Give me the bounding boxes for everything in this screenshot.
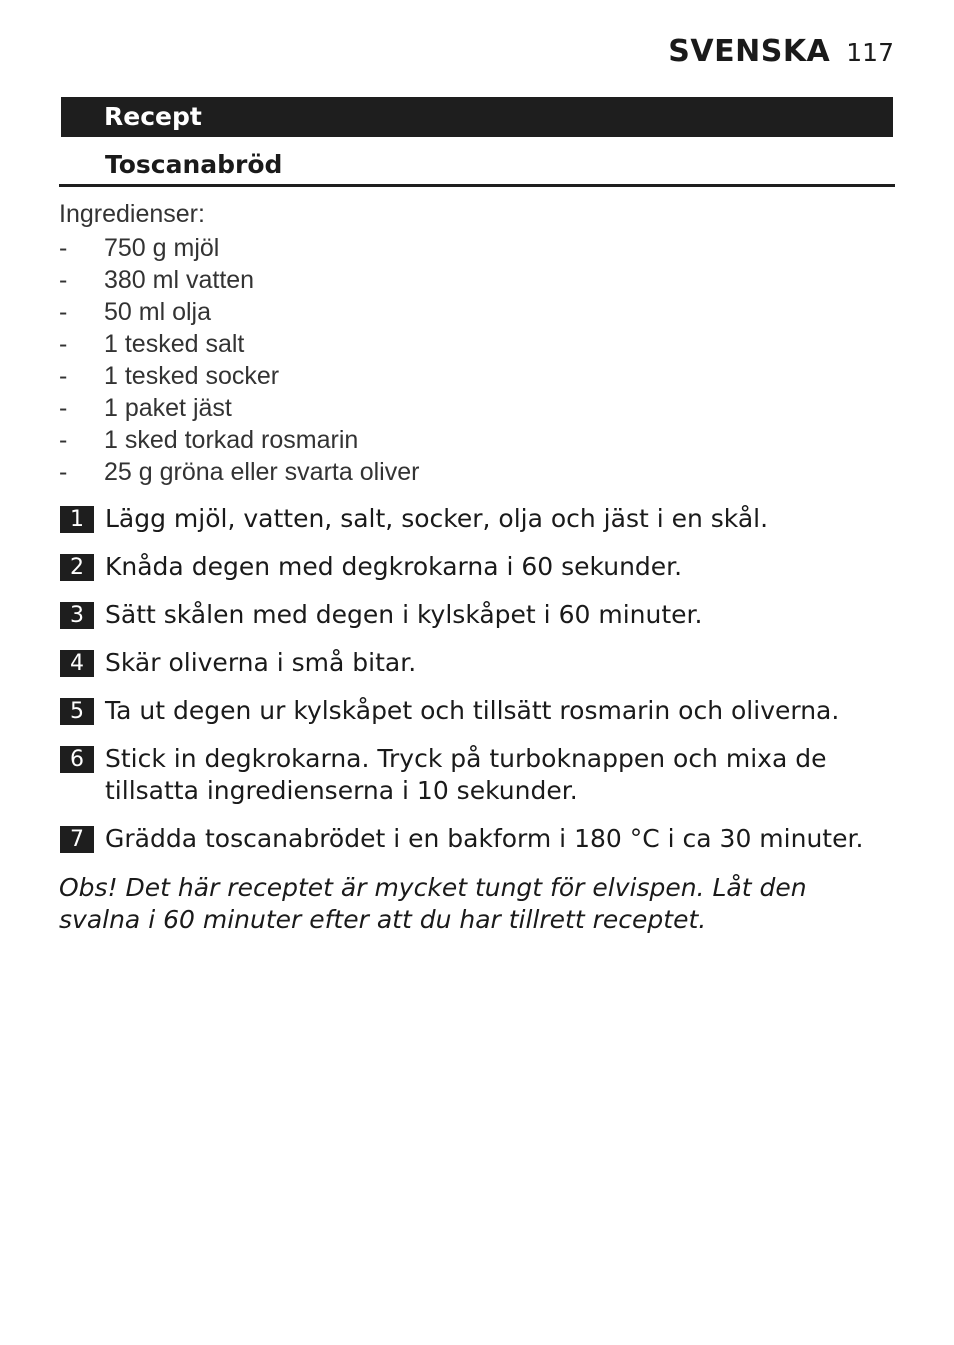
ingredient-item: - 50 ml olja [59,298,211,326]
step-text: Stick in degkrokarna. Tryck på turboknappen och mixa de tillsatta ingredienserna i 10 sekunder. [105,744,827,805]
ingredient-item: - 1 tesked socker [59,362,280,390]
step-number-badge: 7 [60,826,94,853]
step-number-badge: 1 [60,506,94,533]
page-number: 117 [846,38,894,67]
ingredient-item: - 25 g gröna eller svarta oliver [59,458,420,486]
step-number-badge: 2 [60,554,94,581]
step-number-badge: 4 [60,650,94,677]
step-text: Sätt skålen med degen i kylskåpet i 60 minuter. [105,600,703,629]
section-header-bar [61,97,893,137]
step-item [60,503,896,535]
ingredients-label: Ingredienser: [59,200,205,228]
step-text: Grädda toscanabrödet i en bakform i 180 °C i ca 30 minuter. [105,824,864,853]
step-text: Ta ut degen ur kylskåpet och tillsätt rosmarin och oliverna. [105,696,840,725]
step-item [60,695,896,727]
ingredient-item: - 1 tesked salt [59,330,245,358]
title-divider [59,184,895,187]
ingredient-item: - 1 paket jäst [59,394,232,422]
recipe-note: Obs! Det här receptet är mycket tungt för elvispen. Låt den svalna i 60 minuter efter att du har tillrett receptet. [59,873,807,934]
step-item [60,599,896,631]
step-number-badge: 5 [60,698,94,725]
step-number-badge: 6 [60,746,94,773]
steps-list [60,503,896,871]
section-title: Recept [104,102,202,131]
ingredient-item: - 750 g mjöl [59,234,220,262]
recipe-title: Toscanabröd [105,150,283,179]
ingredient-item: - 1 sked torkad rosmarin [59,426,359,454]
language-label: SVENSKA [668,34,831,69]
page-header [668,34,894,69]
step-item [60,647,896,679]
step-text: Skär oliverna i små bitar. [105,648,417,677]
ingredients-list [59,232,419,488]
ingredient-item: - 380 ml vatten [59,266,255,294]
step-item [60,823,896,855]
step-number-badge: 3 [60,602,94,629]
step-item [60,551,896,583]
step-text: Lägg mjöl, vatten, salt, socker, olja och jäst i en skål. [105,504,769,533]
step-text: Knåda degen med degkrokarna i 60 sekunder. [105,552,683,581]
step-item [60,743,896,807]
